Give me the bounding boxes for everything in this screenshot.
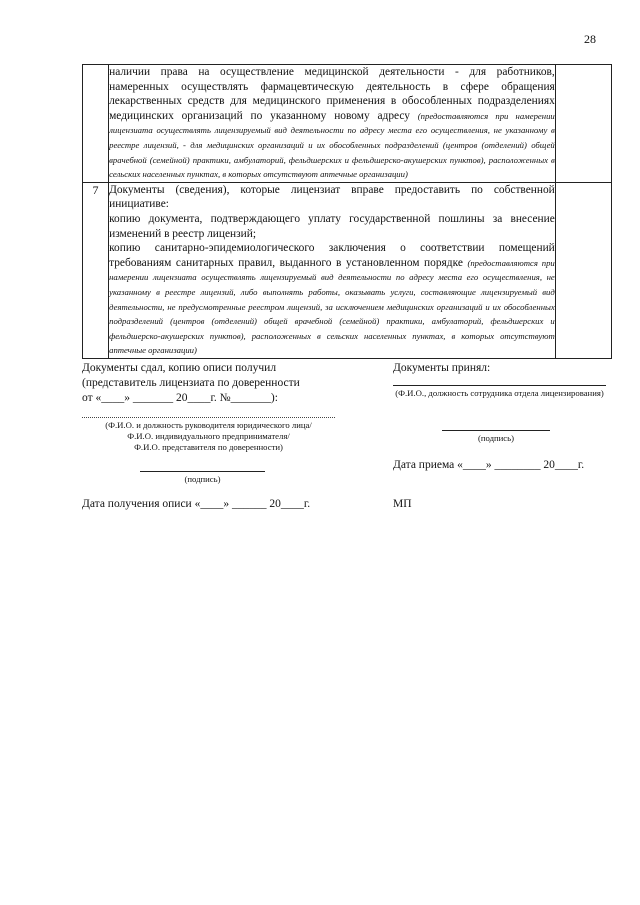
handed-over-label: Документы сдал, копию описи получил: [82, 362, 277, 374]
row-paragraph: Документы (сведения), которые лицензиат вправе предоставить по собственной инициативе:: [109, 183, 555, 211]
row-number-cell: [83, 65, 109, 183]
page-number: 28: [584, 32, 596, 46]
row-note: (предоставляются при намерении лицензиата осуществлять лицензируемый вид деятельности по адресу места его осуществления, не указанному в реестре лицензий, - для медицинских организаций и их обособленных подразделений (центров (отделений) общей врачебной (семейной) практики, амбулаторий, фельдшерских и фельдшерско-акушерских пунктов), расположенных в сельских населенных пунктах, в которых отсутствуют аптечные организации): [109, 110, 555, 180]
receipt-date-label: Дата получения описи «____» ______ 20____г.: [82, 498, 311, 510]
employee-caption: (Ф.И.О., должность сотрудника отдела лицензирования): [395, 388, 604, 398]
employee-name-line: [393, 385, 606, 386]
row-number-cell: 7: [83, 182, 109, 358]
name-caption-3: Ф.И.О. представителя по доверенности): [134, 442, 283, 452]
table-row: [83, 65, 612, 183]
signature-caption: (подпись): [184, 474, 221, 484]
documents-table: [82, 64, 612, 359]
employee-signature-line: [442, 430, 550, 431]
name-caption-1: (Ф.И.О. и должность руководителя юридического лица/: [105, 420, 312, 430]
table-row: [83, 182, 612, 358]
row-mark-cell: [555, 182, 611, 358]
row-body-cell: [109, 182, 556, 358]
row-text: наличии права на осуществление медицинской деятельности - для работников, намеренных осуществлять фармацевтическую деятельность в сфере обращения лекарственных средств для медицинского применения в обособленных подразделениях медицинских организаций по указанному новому адресу: [109, 66, 555, 122]
representative-label: (представитель лицензиата по доверенности: [82, 377, 300, 389]
stamp-place-label: МП: [393, 498, 412, 510]
row-paragraph: [109, 241, 555, 358]
employee-signature-caption: (подпись): [477, 433, 515, 443]
accept-date-label: Дата приема «____» ________ 20____г.: [393, 459, 585, 471]
row-mark-cell: [555, 65, 611, 183]
name-fill-line: [82, 417, 335, 418]
row-text: копию санитарно-эпидемиологического заключения о соответствии помещений требованиям санитарных правил, выданного в установленном порядке: [109, 242, 555, 269]
signature-line: [140, 471, 265, 472]
proxy-date-line: от «____» _______ 20____г. №_______):: [82, 392, 278, 404]
row-body-cell: [109, 65, 556, 183]
row-paragraph: копию документа, подтверждающего уплату государственной пошлины за внесение изменений в реестр лицензий;: [109, 212, 555, 240]
accepted-by-label: Документы принял:: [393, 362, 491, 374]
row-note: (предоставляются при намерении лицензиата осуществлять лицензируемый вид деятельности по адресу места его осуществления, не указанному в реестре лицензий, либо выполнять работы, оказывать услуги, составляющие лицензируемый вид деятельности, не предусмотренные реестром лицензий, за исключением медицинских организаций и их обособленных подразделений (центров (отделений) общей врачебной (семейной) практики, амбулаторий, фельдшерских и фельдшерско-акушерских пунктов), расположенных в сельских населенных пунктах, в которых отсутствуют аптечные организации): [109, 257, 555, 356]
name-caption-2: Ф.И.О. индивидуального предпринимателя/: [127, 431, 290, 441]
